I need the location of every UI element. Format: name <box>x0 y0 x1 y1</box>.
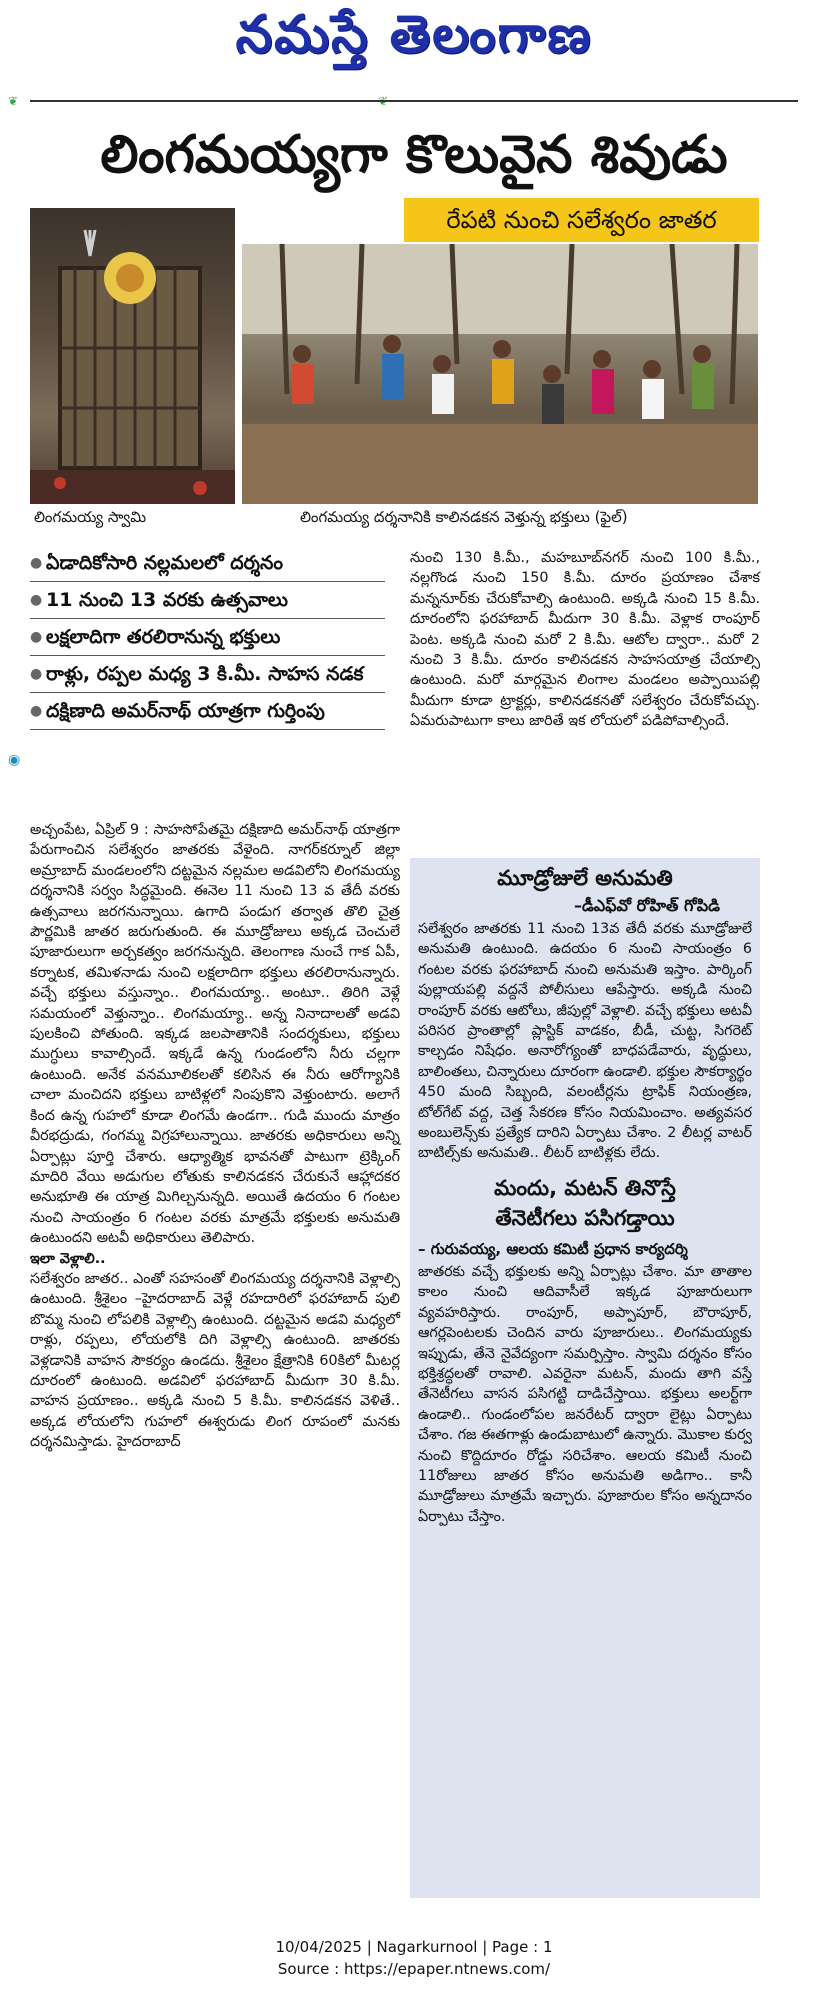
article-column-left <box>30 820 400 1453</box>
photo-caption-left: లింగమయ్య స్వామి <box>34 508 147 526</box>
forest-crowd-illustration <box>242 244 758 504</box>
highlight-item: ● దక్షిణాది అమర్‌నాథ్ యాత్రగా గుర్తింపు <box>30 693 385 730</box>
box-byline: – గురువయ్య, ఆలయ కమిటీ ప్రధాన కార్యదర్శి <box>418 1239 688 1258</box>
subheadline-banner: రేపటి నుంచి సలేశ్వరం జాతర <box>404 198 759 242</box>
headline-rule <box>30 100 798 102</box>
footer-date-line: 10/04/2025 | Nagarkurnool | Page : 1 <box>275 1938 553 1956</box>
photo-caption-right: లింగమయ్య దర్శనానికి కాలినడకన వెళ్తున్న భక్తులు (ఫైల్) <box>300 508 628 526</box>
page-headline: లింగమయ్యగా కొలువైన శివుడు <box>100 125 728 185</box>
masthead-logo <box>0 0 828 82</box>
article-body: నుంచి 130 కి.మీ., మహబూబ్‌నగర్ నుంచి 100 కి.మీ., నల్లగొండ నుంచి 150 కి.మీ. దూరం ప్రయాణం చేశాక మన్ననూర్‌కు చేరుకోవాల్సి ఉంటుంది. అక్కడి నుంచి 15 కి.మీ. దూరంలోని ఫరహాబాద్ మీదుగా 30 కి.మీ. వెళ్లాక రాంపూర్ పెంట. అక్కడి నుంచి మరో 2 కి.మీ. ఆటోల ద్వారా.. మరో 2 నుంచి 3 కి.మీ. దూరం కాలినడకన సాహసయాత్ర చేయాల్సి ఉంటుంది. మరో మార్గమైన లింగాల మండలం అప్పాయిపల్లి మీదుగా కూడా ట్రాక్టర్లు, కాలినడకనతో సలేశ్వరం చేరుకోవచ్చు. ఏమరుపాటుగా కాలు జారితే ఇక లోయలో పడిపోవాల్సిందే. <box>410 550 760 730</box>
bullet-icon: ● <box>30 703 43 719</box>
highlight-item: ● రాళ్లు, రప్పల మధ్య 3 కి.మీ. సాహస నడక <box>30 656 385 693</box>
lingamayya-idol-photo <box>30 208 235 504</box>
box-title: మందు, మటన్ తినొస్తే <box>494 1175 676 1200</box>
highlights-list <box>30 545 385 730</box>
article-body: సలేశ్వరం జాతర.. ఎంతో సహసంతో లింగమయ్య దర్శనానికి వెళ్లాల్సి ఉంటుంది. శ్రీశైలం –హైదరాబాద్ వెళ్లే రహదారిలో ఫరహాబాద్ పులి బొమ్మ నుంచి లోపలికి వెళ్లాల్సి ఉంటుంది. దట్టమైన అడవి మధ్యలో రాళ్లు, రప్పలు, లోయలోకి దిగి వెళ్లాల్సి ఉంటుంది. జాతరకు వెళ్లడానికి వాహన సౌకర్యం ఉండదు. శ్రీశైలం క్షేత్రానికి 60కిలో మీటర్ల దూరంలో ఉంటుంది. అడవిలో ఫరహాబాద్ మీదుగా 30 కి.మీ. వాహన ప్రయాణం.. అక్కడి నుంచి 5 కి.మీ. కాలినడకన వెళితే.. అక్కడ లోయలోని గుహలో ఈశ్వరుడు లింగ రూపంలో మనకు దర్శనమిస్తాడు. హైదరాబాద్ <box>30 1270 400 1451</box>
bullet-icon: ● <box>30 629 43 645</box>
box-title: తేనెటీగలు పసిగడ్తాయి <box>495 1205 675 1230</box>
leaf-icon: ❦ <box>8 94 19 108</box>
bullet-icon: ● <box>30 592 43 608</box>
shrine-illustration <box>30 208 235 504</box>
highlight-item: ● ఏడాదికోసారి నల్లమలలో దర్శనం <box>30 545 385 582</box>
article-column-right <box>410 548 760 732</box>
footer-source-line: Source : https://epaper.ntnews.com/ <box>277 1960 551 1978</box>
sidebar-box <box>410 858 760 1898</box>
masthead-title: నమస్తే తెలంగాణ <box>235 4 593 65</box>
circle-badge-icon: ◉ <box>8 752 21 768</box>
highlight-item: ● 11 నుంచి 13 వరకు ఉత్సవాలు <box>30 582 385 619</box>
box-body: సలేశ్వరం జాతరకు 11 నుంచి 13వ తేదీ వరకు మూడ్రోజులే అనుమతి ఉంటుంది. ఉదయం 6 నుంచి సాయంత్రం 6 గంటల వరకు ఫరహాబాద్ నుంచి అనుమతి ఇస్తాం. పార్కింగ్ పుల్లాయపల్లి వద్దనే పోలీసులు ఆపేస్తారు. అక్కడి నుంచి రాంపూర్ వరకు ఆటోలు, జీపుల్లో వెళ్లాలి. వచ్చే భక్తులు అటవీ పరిసర ప్రాంతాల్లో ప్లాస్టిక్ వాడకం, బీడీ, చుట్ట, సిగరెట్ కాల్చడం నిషేధం. అనారోగ్యంతో బాధపడేవారు, వృద్ధులు, బాలింతలు, చిన్నారులు దూరంగా ఉండాలి. భక్తుల సౌకర్యార్థం 450 మంది సిబ్బంది, వలంటీర్లను ట్రాఫిక్ నియంత్రణ, టోల్‌గేట్ వద్ద, చెత్త సేకరణ కోసం నియమించాం. అత్యవసర అంబులెన్స్‌కు ప్రత్యేక దారిని ఏర్పాటు చేశాం. 2 లీటర్ల వాటర్ బాటిల్స్‌కు అనుమతి.. లీటర్ బాటిళ్లకు లేదు. <box>418 921 752 1162</box>
box-body: జాతరకు వచ్చే భక్తులకు అన్ని ఏర్పాట్లు చేశాం. మా తాతాల కాలం నుంచి ఆదివాసీలే ఇక్కడ పూజారులుగా వ్యవహరిస్తారు. రాంపూర్, అప్పాపూర్, బౌరాపూర్, ఆగర్లపెంటలకు చెందిన వారు పూజారులు.. లింగమయ్యకు ఇప్పుడు, తేనె నైవేద్యంగా సమర్పిస్తాం. స్వామి దర్శనం కోసం భక్తిశ్రద్ధలతో రావాలి. ఎవరైనా మటన్, మందు తాగి వస్తే తేనెటీగలు వాసన పసిగట్టి దాడిచేస్తాయి. భక్తులు అలర్ట్‌గా ఉండాలి.. గుండంలోపల జనరేటర్ ద్వారా లైట్లు ఏర్పాటు చేశాం. గజ ఈతగాళ్లు ఉండుబాటులో ఉన్నారు. మొకాల కుర్వ నుంచి కొద్దిదూరం రోడ్డు సరిచేశాం. ఆలయ కమిటీ నుంచి 11రోజులు జాతర కోసం అనుమతి అడిగాం.. కానీ మూడ్రోజులు మాత్రమే ఇచ్చారు. పూజారుల కోసం అన్నదానం ఏర్పాటు చేస్తాం. <box>418 1263 752 1525</box>
highlight-item: ● లక్షలాదిగా తరలిరానున్న భక్తులు <box>30 619 385 656</box>
devotees-trek-photo <box>242 244 758 504</box>
bullet-icon: ● <box>30 555 43 571</box>
box-title: మూడ్రోజులే అనుమతి <box>497 866 673 890</box>
bullet-icon: ● <box>30 666 43 682</box>
section-heading: ఇలా వెళ్లాలి.. <box>30 1250 106 1267</box>
box-byline: –డీఎఫ్‌వో రోహిత్ గోపిడి <box>573 896 720 915</box>
article-body: అచ్చంపేట, ఏప్రిల్ 9 : సాహసోపేతమై దక్షిణాది అమర్‌నాథ్ యాత్రగా పేరుగాంచిన సలేశ్వరం జాతరకు వేళైంది. నాగర్‌కర్నూల్ జిల్లా అమ్రాబాద్ మండలంలోని దట్టమైన నల్లమల అడవిలోని లింగమయ్య దర్శనానికి సర్వం సిద్ధమైంది. ఈనెల 11 నుంచి 13 వ తేదీ వరకు ఉత్సవాలు జరగనున్నాయి. ఉగాది పండుగ తర్వాత తొలి చైత్ర పౌర్ణమికి జాతర జరుగుతుంది. ఈ మూడ్రోజులు అక్కడ చెంచులే పూజారులుగా అర్చకత్వం జరగనున్నది. తెలంగాణ నుంచే గాక ఏపీ, కర్నాటక, తమిళనాడు నుంచి లక్షలాదిగా భక్తులు తరలిరానున్నారు. వచ్చే భక్తులు వస్తున్నాం.. లింగమయ్యా.. అంటూ.. తిరిగి వెళ్లే సమయంలో వెళ్తున్నాం.. లింగమయ్యా.. అన్న నినాదాలతో అడవి పులకించి పోతుంది. ఇక్కడ జలపాతానికి సందర్శకులు, భక్తులు ముగ్ధులు కావాల్సిందే. ఇక్కడే ఉన్న గుండంలోని నీరు చల్లగా ఉంటుంది. అనేక వనమూలికలతో కలిసిన ఈ నీరు ఆరోగ్యానికి చాలా మంచిదని భక్తులు బాటిళ్లలో నింపుకొని వెళ్తుంటారు. అలాగే కింద ఉన్న గుహలో కూడా లింగమే ఉండగా.. గుడి ముందు మాత్రం వీరభద్రుడు, గంగమ్మ విగ్రహాలున్నాయి. జాతరకు అధికారులు అన్ని ఏర్పాట్లు పూర్తి చేశారు. ఆధ్యాత్మిక భావనతో పాటుగా ట్రెక్కింగ్ మాదిరి వేయి అడుగుల లోతుకు కాలినడకన చేరుకునే ఆహ్లాదకర అనుభూతి ఈ యాత్ర మిగిల్చనున్నది. అయితే ఉదయం 6 గంటల నుంచి సాయంత్రం 6 గంటల వరకు మాత్రమే భక్తులకు అనుమతి ఉంటుందని అటవీ అధికారులు తెలిపారు. <box>30 822 400 1247</box>
